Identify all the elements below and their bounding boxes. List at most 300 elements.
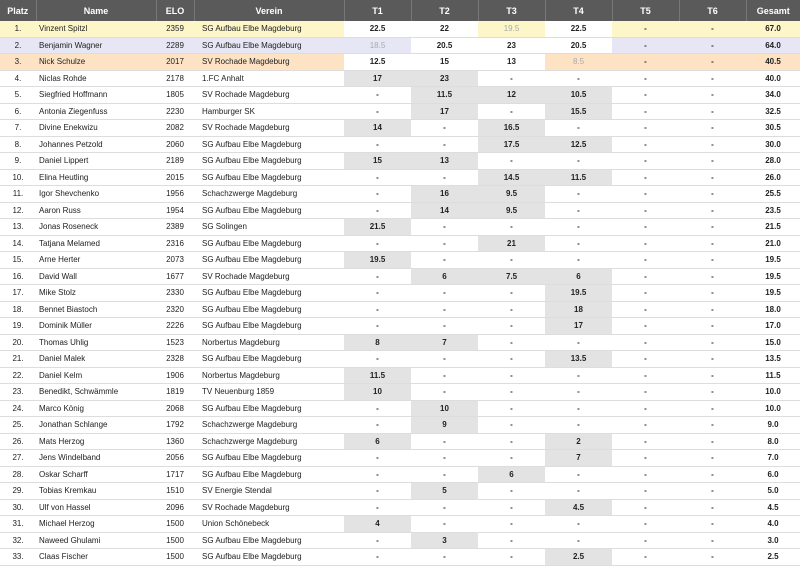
table-row bbox=[0, 285, 800, 302]
cell-t6: - bbox=[679, 532, 746, 549]
cell-t6: - bbox=[679, 334, 746, 351]
cell-t6: - bbox=[679, 466, 746, 483]
cell-t5: - bbox=[612, 202, 679, 219]
cell-name: David Wall bbox=[36, 268, 156, 285]
cell-t4: 2.5 bbox=[545, 549, 612, 566]
cell-gesamt: 30.0 bbox=[746, 136, 800, 153]
cell-elo: 2056 bbox=[156, 450, 194, 467]
cell-elo: 2060 bbox=[156, 136, 194, 153]
cell-name: Thomas Uhlig bbox=[36, 334, 156, 351]
cell-elo: 2096 bbox=[156, 499, 194, 516]
cell-t6: - bbox=[679, 120, 746, 137]
cell-t1: - bbox=[344, 417, 411, 434]
cell-t4: - bbox=[545, 417, 612, 434]
cell-t5: - bbox=[612, 120, 679, 137]
cell-t2: - bbox=[411, 516, 478, 533]
cell-t6: - bbox=[679, 450, 746, 467]
cell-t4: - bbox=[545, 532, 612, 549]
header-t1[interactable]: T1 bbox=[344, 0, 411, 21]
cell-t5: - bbox=[612, 516, 679, 533]
cell-t4: 17 bbox=[545, 318, 612, 335]
cell-t4: - bbox=[545, 186, 612, 203]
cell-t4: - bbox=[545, 400, 612, 417]
cell-platz: 22. bbox=[0, 367, 36, 384]
cell-verein: Schachzwerge Magdeburg bbox=[194, 433, 344, 450]
cell-t4: - bbox=[545, 384, 612, 401]
cell-t5: - bbox=[612, 103, 679, 120]
cell-gesamt: 19.5 bbox=[746, 268, 800, 285]
cell-t3: 14.5 bbox=[478, 169, 545, 186]
table-row bbox=[0, 219, 800, 236]
table-header bbox=[0, 0, 800, 21]
header-t6[interactable]: T6 bbox=[679, 0, 746, 21]
cell-elo: 2017 bbox=[156, 54, 194, 71]
cell-t3: - bbox=[478, 219, 545, 236]
cell-elo: 2073 bbox=[156, 252, 194, 269]
cell-t1: - bbox=[344, 483, 411, 500]
cell-t2: - bbox=[411, 433, 478, 450]
cell-t6: - bbox=[679, 202, 746, 219]
cell-platz: 14. bbox=[0, 235, 36, 252]
cell-t3: 13 bbox=[478, 54, 545, 71]
table-row bbox=[0, 532, 800, 549]
cell-verein: SG Solingen bbox=[194, 219, 344, 236]
cell-name: Jonathan Schlange bbox=[36, 417, 156, 434]
cell-t4: 19.5 bbox=[545, 285, 612, 302]
cell-t4: - bbox=[545, 219, 612, 236]
table-row bbox=[0, 351, 800, 368]
table-body bbox=[0, 21, 800, 565]
table-row bbox=[0, 301, 800, 318]
cell-verein: SG Aufbau Elbe Magdeburg bbox=[194, 466, 344, 483]
cell-gesamt: 19.5 bbox=[746, 252, 800, 269]
cell-elo: 1677 bbox=[156, 268, 194, 285]
cell-verein: SG Aufbau Elbe Magdeburg bbox=[194, 235, 344, 252]
cell-platz: 15. bbox=[0, 252, 36, 269]
cell-t2: - bbox=[411, 466, 478, 483]
cell-t1: - bbox=[344, 186, 411, 203]
cell-gesamt: 34.0 bbox=[746, 87, 800, 104]
cell-t5: - bbox=[612, 153, 679, 170]
cell-name: Marco König bbox=[36, 400, 156, 417]
cell-t5: - bbox=[612, 70, 679, 87]
cell-elo: 1956 bbox=[156, 186, 194, 203]
cell-t5: - bbox=[612, 268, 679, 285]
cell-t3: - bbox=[478, 70, 545, 87]
cell-t4: - bbox=[545, 235, 612, 252]
cell-t3: 9.5 bbox=[478, 202, 545, 219]
cell-t2: - bbox=[411, 384, 478, 401]
cell-t6: - bbox=[679, 268, 746, 285]
cell-name: Jonas Roseneck bbox=[36, 219, 156, 236]
cell-t4: 12.5 bbox=[545, 136, 612, 153]
cell-t1: 8 bbox=[344, 334, 411, 351]
cell-gesamt: 28.0 bbox=[746, 153, 800, 170]
cell-t5: - bbox=[612, 499, 679, 516]
cell-t3: 23 bbox=[478, 37, 545, 54]
cell-elo: 2289 bbox=[156, 37, 194, 54]
table-row bbox=[0, 120, 800, 137]
cell-verein: SG Aufbau Elbe Magdeburg bbox=[194, 136, 344, 153]
cell-platz: 31. bbox=[0, 516, 36, 533]
cell-elo: 2015 bbox=[156, 169, 194, 186]
cell-t2: - bbox=[411, 499, 478, 516]
cell-t5: - bbox=[612, 483, 679, 500]
cell-t5: - bbox=[612, 54, 679, 71]
cell-t1: 21.5 bbox=[344, 219, 411, 236]
cell-platz: 18. bbox=[0, 301, 36, 318]
cell-name: Igor Shevchenko bbox=[36, 186, 156, 203]
cell-verein: Norbertus Magdeburg bbox=[194, 367, 344, 384]
cell-verein: SG Aufbau Elbe Magdeburg bbox=[194, 450, 344, 467]
cell-t2: - bbox=[411, 450, 478, 467]
cell-t4: - bbox=[545, 516, 612, 533]
cell-elo: 2389 bbox=[156, 219, 194, 236]
cell-t4: 15.5 bbox=[545, 103, 612, 120]
cell-t1: - bbox=[344, 301, 411, 318]
cell-t2: - bbox=[411, 169, 478, 186]
table-row bbox=[0, 433, 800, 450]
cell-t3: - bbox=[478, 549, 545, 566]
cell-t6: - bbox=[679, 252, 746, 269]
cell-gesamt: 9.0 bbox=[746, 417, 800, 434]
cell-name: Johannes Petzold bbox=[36, 136, 156, 153]
table-row bbox=[0, 466, 800, 483]
cell-t1: 22.5 bbox=[344, 21, 411, 37]
table-row bbox=[0, 334, 800, 351]
cell-name: Mike Stolz bbox=[36, 285, 156, 302]
cell-gesamt: 30.5 bbox=[746, 120, 800, 137]
cell-name: Naweed Ghulami bbox=[36, 532, 156, 549]
cell-elo: 2328 bbox=[156, 351, 194, 368]
cell-t6: - bbox=[679, 433, 746, 450]
cell-t1: - bbox=[344, 532, 411, 549]
cell-gesamt: 10.0 bbox=[746, 384, 800, 401]
header-t2[interactable]: T2 bbox=[411, 0, 478, 21]
cell-verein: SV Rochade Magdeburg bbox=[194, 499, 344, 516]
cell-t1: - bbox=[344, 202, 411, 219]
table-row bbox=[0, 103, 800, 120]
cell-t3: 7.5 bbox=[478, 268, 545, 285]
cell-t1: 11.5 bbox=[344, 367, 411, 384]
cell-platz: 5. bbox=[0, 87, 36, 104]
cell-verein: SG Aufbau Elbe Magdeburg bbox=[194, 202, 344, 219]
cell-elo: 2082 bbox=[156, 120, 194, 137]
header-verein[interactable]: Verein bbox=[194, 0, 344, 21]
cell-elo: 1360 bbox=[156, 433, 194, 450]
cell-gesamt: 4.0 bbox=[746, 516, 800, 533]
table-row bbox=[0, 136, 800, 153]
cell-name: Daniel Lippert bbox=[36, 153, 156, 170]
cell-t1: 10 bbox=[344, 384, 411, 401]
header-elo[interactable]: ELO bbox=[156, 0, 194, 21]
header-gesamt[interactable]: Gesamt bbox=[746, 0, 800, 21]
cell-platz: 12. bbox=[0, 202, 36, 219]
cell-t3: - bbox=[478, 153, 545, 170]
cell-elo: 2330 bbox=[156, 285, 194, 302]
cell-t2: 6 bbox=[411, 268, 478, 285]
table-row bbox=[0, 516, 800, 533]
cell-t4: 18 bbox=[545, 301, 612, 318]
cell-t5: - bbox=[612, 21, 679, 37]
cell-verein: SV Rochade Magdeburg bbox=[194, 268, 344, 285]
cell-t5: - bbox=[612, 87, 679, 104]
cell-verein: SG Aufbau Elbe Magdeburg bbox=[194, 351, 344, 368]
cell-t3: 19.5 bbox=[478, 21, 545, 37]
table-row bbox=[0, 169, 800, 186]
table-row bbox=[0, 318, 800, 335]
cell-t2: - bbox=[411, 301, 478, 318]
cell-verein: SG Aufbau Elbe Magdeburg bbox=[194, 37, 344, 54]
cell-t6: - bbox=[679, 153, 746, 170]
cell-t1: - bbox=[344, 450, 411, 467]
table-row bbox=[0, 384, 800, 401]
cell-t4: - bbox=[545, 466, 612, 483]
cell-t3: 16.5 bbox=[478, 120, 545, 137]
cell-t5: - bbox=[612, 285, 679, 302]
cell-t1: 6 bbox=[344, 433, 411, 450]
cell-t1: 19.5 bbox=[344, 252, 411, 269]
cell-verein: SG Aufbau Elbe Magdeburg bbox=[194, 400, 344, 417]
cell-t3: 21 bbox=[478, 235, 545, 252]
cell-elo: 1906 bbox=[156, 367, 194, 384]
cell-t2: 16 bbox=[411, 186, 478, 203]
cell-t1: 17 bbox=[344, 70, 411, 87]
cell-platz: 32. bbox=[0, 532, 36, 549]
cell-t2: - bbox=[411, 351, 478, 368]
table-row bbox=[0, 21, 800, 37]
cell-name: Michael Herzog bbox=[36, 516, 156, 533]
cell-t2: 15 bbox=[411, 54, 478, 71]
table-row bbox=[0, 202, 800, 219]
cell-gesamt: 7.0 bbox=[746, 450, 800, 467]
cell-t1: - bbox=[344, 318, 411, 335]
cell-t3: 17.5 bbox=[478, 136, 545, 153]
cell-t4: - bbox=[545, 367, 612, 384]
cell-platz: 4. bbox=[0, 70, 36, 87]
cell-t4: - bbox=[545, 120, 612, 137]
cell-verein: SV Energie Stendal bbox=[194, 483, 344, 500]
table-row bbox=[0, 37, 800, 54]
cell-t3: - bbox=[478, 318, 545, 335]
cell-t2: 23 bbox=[411, 70, 478, 87]
cell-gesamt: 64.0 bbox=[746, 37, 800, 54]
cell-t1: 14 bbox=[344, 120, 411, 137]
cell-t6: - bbox=[679, 70, 746, 87]
cell-platz: 29. bbox=[0, 483, 36, 500]
cell-platz: 19. bbox=[0, 318, 36, 335]
cell-verein: SG Aufbau Elbe Magdeburg bbox=[194, 21, 344, 37]
cell-name: Tatjana Melamed bbox=[36, 235, 156, 252]
cell-verein: Union Schönebeck bbox=[194, 516, 344, 533]
cell-t1: 18.5 bbox=[344, 37, 411, 54]
cell-name: Mats Herzog bbox=[36, 433, 156, 450]
header-name[interactable]: Name bbox=[36, 0, 156, 21]
cell-verein: SG Aufbau Elbe Magdeburg bbox=[194, 549, 344, 566]
cell-t1: 15 bbox=[344, 153, 411, 170]
cell-t6: - bbox=[679, 400, 746, 417]
table-row bbox=[0, 367, 800, 384]
header-t4[interactable]: T4 bbox=[545, 0, 612, 21]
table-row bbox=[0, 87, 800, 104]
cell-t3: - bbox=[478, 301, 545, 318]
cell-platz: 24. bbox=[0, 400, 36, 417]
cell-t1: - bbox=[344, 285, 411, 302]
cell-t4: 2 bbox=[545, 433, 612, 450]
cell-elo: 2226 bbox=[156, 318, 194, 335]
cell-elo: 2320 bbox=[156, 301, 194, 318]
cell-platz: 30. bbox=[0, 499, 36, 516]
cell-t1: - bbox=[344, 103, 411, 120]
cell-t5: - bbox=[612, 219, 679, 236]
cell-elo: 2359 bbox=[156, 21, 194, 37]
table-row bbox=[0, 54, 800, 71]
cell-gesamt: 26.0 bbox=[746, 169, 800, 186]
cell-t1: 12.5 bbox=[344, 54, 411, 71]
table-row bbox=[0, 499, 800, 516]
table-row bbox=[0, 483, 800, 500]
cell-gesamt: 40.0 bbox=[746, 70, 800, 87]
cell-t5: - bbox=[612, 136, 679, 153]
cell-t2: 3 bbox=[411, 532, 478, 549]
cell-t5: - bbox=[612, 417, 679, 434]
cell-name: Oskar Scharff bbox=[36, 466, 156, 483]
cell-gesamt: 10.0 bbox=[746, 400, 800, 417]
cell-t6: - bbox=[679, 136, 746, 153]
cell-t4: 11.5 bbox=[545, 169, 612, 186]
cell-t6: - bbox=[679, 351, 746, 368]
cell-name: Dominik Müller bbox=[36, 318, 156, 335]
cell-verein: SG Aufbau Elbe Magdeburg bbox=[194, 252, 344, 269]
table-row bbox=[0, 70, 800, 87]
cell-t3: - bbox=[478, 285, 545, 302]
header-platz[interactable]: Platz bbox=[0, 0, 36, 21]
cell-t3: - bbox=[478, 351, 545, 368]
cell-gesamt: 3.0 bbox=[746, 532, 800, 549]
cell-t2: - bbox=[411, 136, 478, 153]
cell-t1: - bbox=[344, 87, 411, 104]
table-row bbox=[0, 400, 800, 417]
cell-t5: - bbox=[612, 367, 679, 384]
cell-name: Siegfried Hoffmann bbox=[36, 87, 156, 104]
cell-t6: - bbox=[679, 169, 746, 186]
cell-t1: - bbox=[344, 400, 411, 417]
cell-elo: 2068 bbox=[156, 400, 194, 417]
cell-platz: 23. bbox=[0, 384, 36, 401]
cell-t6: - bbox=[679, 483, 746, 500]
cell-name: Tobias Kremkau bbox=[36, 483, 156, 500]
cell-t1: - bbox=[344, 549, 411, 566]
cell-t2: - bbox=[411, 285, 478, 302]
cell-platz: 6. bbox=[0, 103, 36, 120]
cell-platz: 9. bbox=[0, 153, 36, 170]
cell-verein: SV Rochade Magdeburg bbox=[194, 120, 344, 137]
cell-elo: 1500 bbox=[156, 516, 194, 533]
cell-name: Arne Herter bbox=[36, 252, 156, 269]
header-t5[interactable]: T5 bbox=[612, 0, 679, 21]
cell-t2: 11.5 bbox=[411, 87, 478, 104]
cell-platz: 33. bbox=[0, 549, 36, 566]
cell-name: Bennet Biastoch bbox=[36, 301, 156, 318]
cell-name: Divine Enekwizu bbox=[36, 120, 156, 137]
cell-elo: 1510 bbox=[156, 483, 194, 500]
cell-elo: 1792 bbox=[156, 417, 194, 434]
cell-t5: - bbox=[612, 301, 679, 318]
cell-t2: - bbox=[411, 120, 478, 137]
table-row bbox=[0, 417, 800, 434]
cell-gesamt: 67.0 bbox=[746, 21, 800, 37]
cell-platz: 3. bbox=[0, 54, 36, 71]
cell-t5: - bbox=[612, 400, 679, 417]
cell-t5: - bbox=[612, 384, 679, 401]
cell-t6: - bbox=[679, 37, 746, 54]
cell-gesamt: 21.0 bbox=[746, 235, 800, 252]
cell-verein: SG Aufbau Elbe Magdeburg bbox=[194, 153, 344, 170]
cell-gesamt: 13.5 bbox=[746, 351, 800, 368]
cell-platz: 10. bbox=[0, 169, 36, 186]
cell-t2: 7 bbox=[411, 334, 478, 351]
cell-name: Benedikt, Schwämmle bbox=[36, 384, 156, 401]
cell-t6: - bbox=[679, 301, 746, 318]
header-t3[interactable]: T3 bbox=[478, 0, 545, 21]
cell-t6: - bbox=[679, 549, 746, 566]
cell-elo: 1500 bbox=[156, 532, 194, 549]
cell-elo: 1500 bbox=[156, 549, 194, 566]
cell-t2: 13 bbox=[411, 153, 478, 170]
cell-t3: - bbox=[478, 499, 545, 516]
cell-platz: 27. bbox=[0, 450, 36, 467]
cell-t3: - bbox=[478, 400, 545, 417]
cell-t6: - bbox=[679, 219, 746, 236]
table-row bbox=[0, 186, 800, 203]
cell-name: Nick Schulze bbox=[36, 54, 156, 71]
cell-t3: 12 bbox=[478, 87, 545, 104]
cell-elo: 1819 bbox=[156, 384, 194, 401]
cell-t2: - bbox=[411, 219, 478, 236]
cell-gesamt: 18.0 bbox=[746, 301, 800, 318]
cell-verein: SV Rochade Magdeburg bbox=[194, 54, 344, 71]
cell-gesamt: 11.5 bbox=[746, 367, 800, 384]
cell-verein: SG Aufbau Elbe Magdeburg bbox=[194, 318, 344, 335]
cell-t6: - bbox=[679, 235, 746, 252]
cell-t5: - bbox=[612, 433, 679, 450]
cell-t5: - bbox=[612, 186, 679, 203]
cell-t4: 8.5 bbox=[545, 54, 612, 71]
cell-verein: SG Aufbau Elbe Magdeburg bbox=[194, 532, 344, 549]
cell-platz: 21. bbox=[0, 351, 36, 368]
cell-name: Niclas Rohde bbox=[36, 70, 156, 87]
cell-platz: 28. bbox=[0, 466, 36, 483]
cell-gesamt: 21.5 bbox=[746, 219, 800, 236]
cell-platz: 2. bbox=[0, 37, 36, 54]
cell-t4: 4.5 bbox=[545, 499, 612, 516]
cell-name: Claas Fischer bbox=[36, 549, 156, 566]
cell-platz: 8. bbox=[0, 136, 36, 153]
cell-t5: - bbox=[612, 549, 679, 566]
cell-t3: - bbox=[478, 384, 545, 401]
cell-t5: - bbox=[612, 450, 679, 467]
cell-platz: 1. bbox=[0, 21, 36, 37]
cell-t3: - bbox=[478, 252, 545, 269]
cell-verein: Schachzwerge Magdeburg bbox=[194, 417, 344, 434]
cell-t1: - bbox=[344, 235, 411, 252]
cell-elo: 2230 bbox=[156, 103, 194, 120]
cell-t6: - bbox=[679, 87, 746, 104]
cell-platz: 25. bbox=[0, 417, 36, 434]
cell-t4: 13.5 bbox=[545, 351, 612, 368]
cell-elo: 1954 bbox=[156, 202, 194, 219]
cell-t6: - bbox=[679, 417, 746, 434]
